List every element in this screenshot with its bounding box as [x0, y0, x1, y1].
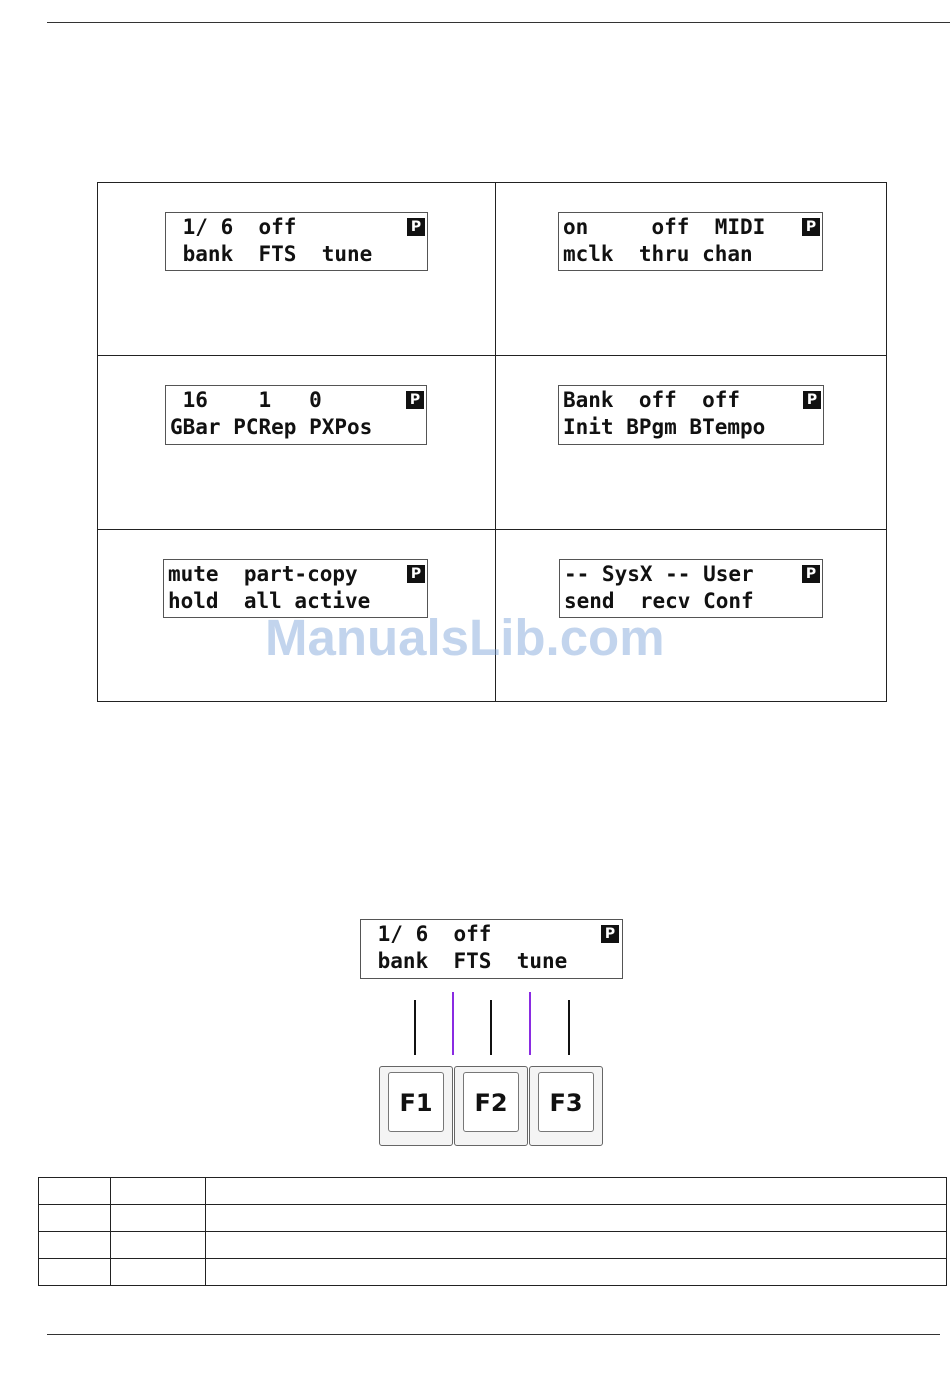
grid-divider-row-1	[98, 355, 886, 356]
p-icon: P	[601, 925, 619, 943]
pointer-line-f2	[490, 1000, 492, 1055]
p-icon: P	[407, 218, 425, 236]
f1-key-label: F1	[388, 1072, 444, 1132]
lcd-line-2: mclk thru chan	[563, 242, 753, 266]
pointer-line-f1-f2	[452, 992, 454, 1055]
bottom-rule	[47, 1334, 940, 1335]
lcd-screen-gbar	[165, 385, 427, 445]
p-icon: P	[803, 391, 821, 409]
f2-key-label: F2	[463, 1072, 519, 1132]
table-row	[39, 1205, 947, 1232]
lcd-line-1: -- SysX -- User	[564, 562, 754, 586]
lcd-line-2: bank FTS tune	[365, 949, 568, 973]
p-icon: P	[802, 565, 820, 583]
lcd-line-1: 1/ 6 off	[365, 922, 555, 946]
lcd-line-1: 1/ 6 off	[170, 215, 360, 239]
top-rule	[47, 22, 950, 23]
grid-divider-row-2	[98, 529, 886, 530]
lcd-line-2: Init BPgm BTempo	[563, 415, 766, 439]
p-icon: P	[406, 391, 424, 409]
p-icon: P	[407, 565, 425, 583]
lcd-line-1: 16 1 0	[170, 388, 360, 412]
lcd-line-2: GBar PCRep PXPos	[170, 415, 373, 439]
watermark: ManualsLib.com	[265, 609, 665, 666]
lcd-line-2: hold all active	[168, 589, 371, 613]
info-table	[38, 1177, 947, 1286]
lcd-line-1: mute part-copy	[168, 562, 358, 586]
lcd-line-2: bank FTS tune	[170, 242, 373, 266]
table-row	[39, 1232, 947, 1259]
f3-key[interactable]	[529, 1066, 603, 1146]
lcd-line-1: Bank off off	[563, 388, 753, 412]
function-key-row	[377, 1066, 606, 1146]
lcd-screen-detail	[360, 919, 623, 979]
f1-key[interactable]	[379, 1066, 453, 1146]
lcd-line-1: on off MIDI	[563, 215, 766, 239]
pointer-line-f2-f3	[529, 992, 531, 1055]
lcd-screen-bank-fts-tune	[165, 212, 428, 271]
f2-key[interactable]	[454, 1066, 528, 1146]
pointer-line-f3	[568, 1000, 570, 1055]
lcd-line-2: send recv Conf	[564, 589, 754, 613]
f3-key-label: F3	[538, 1072, 594, 1132]
table-row	[39, 1178, 947, 1205]
table-row	[39, 1259, 947, 1286]
pointer-line-f1	[414, 1000, 416, 1055]
lcd-screen-bank-init	[558, 385, 824, 445]
lcd-screen-midi	[558, 212, 823, 271]
p-icon: P	[802, 218, 820, 236]
